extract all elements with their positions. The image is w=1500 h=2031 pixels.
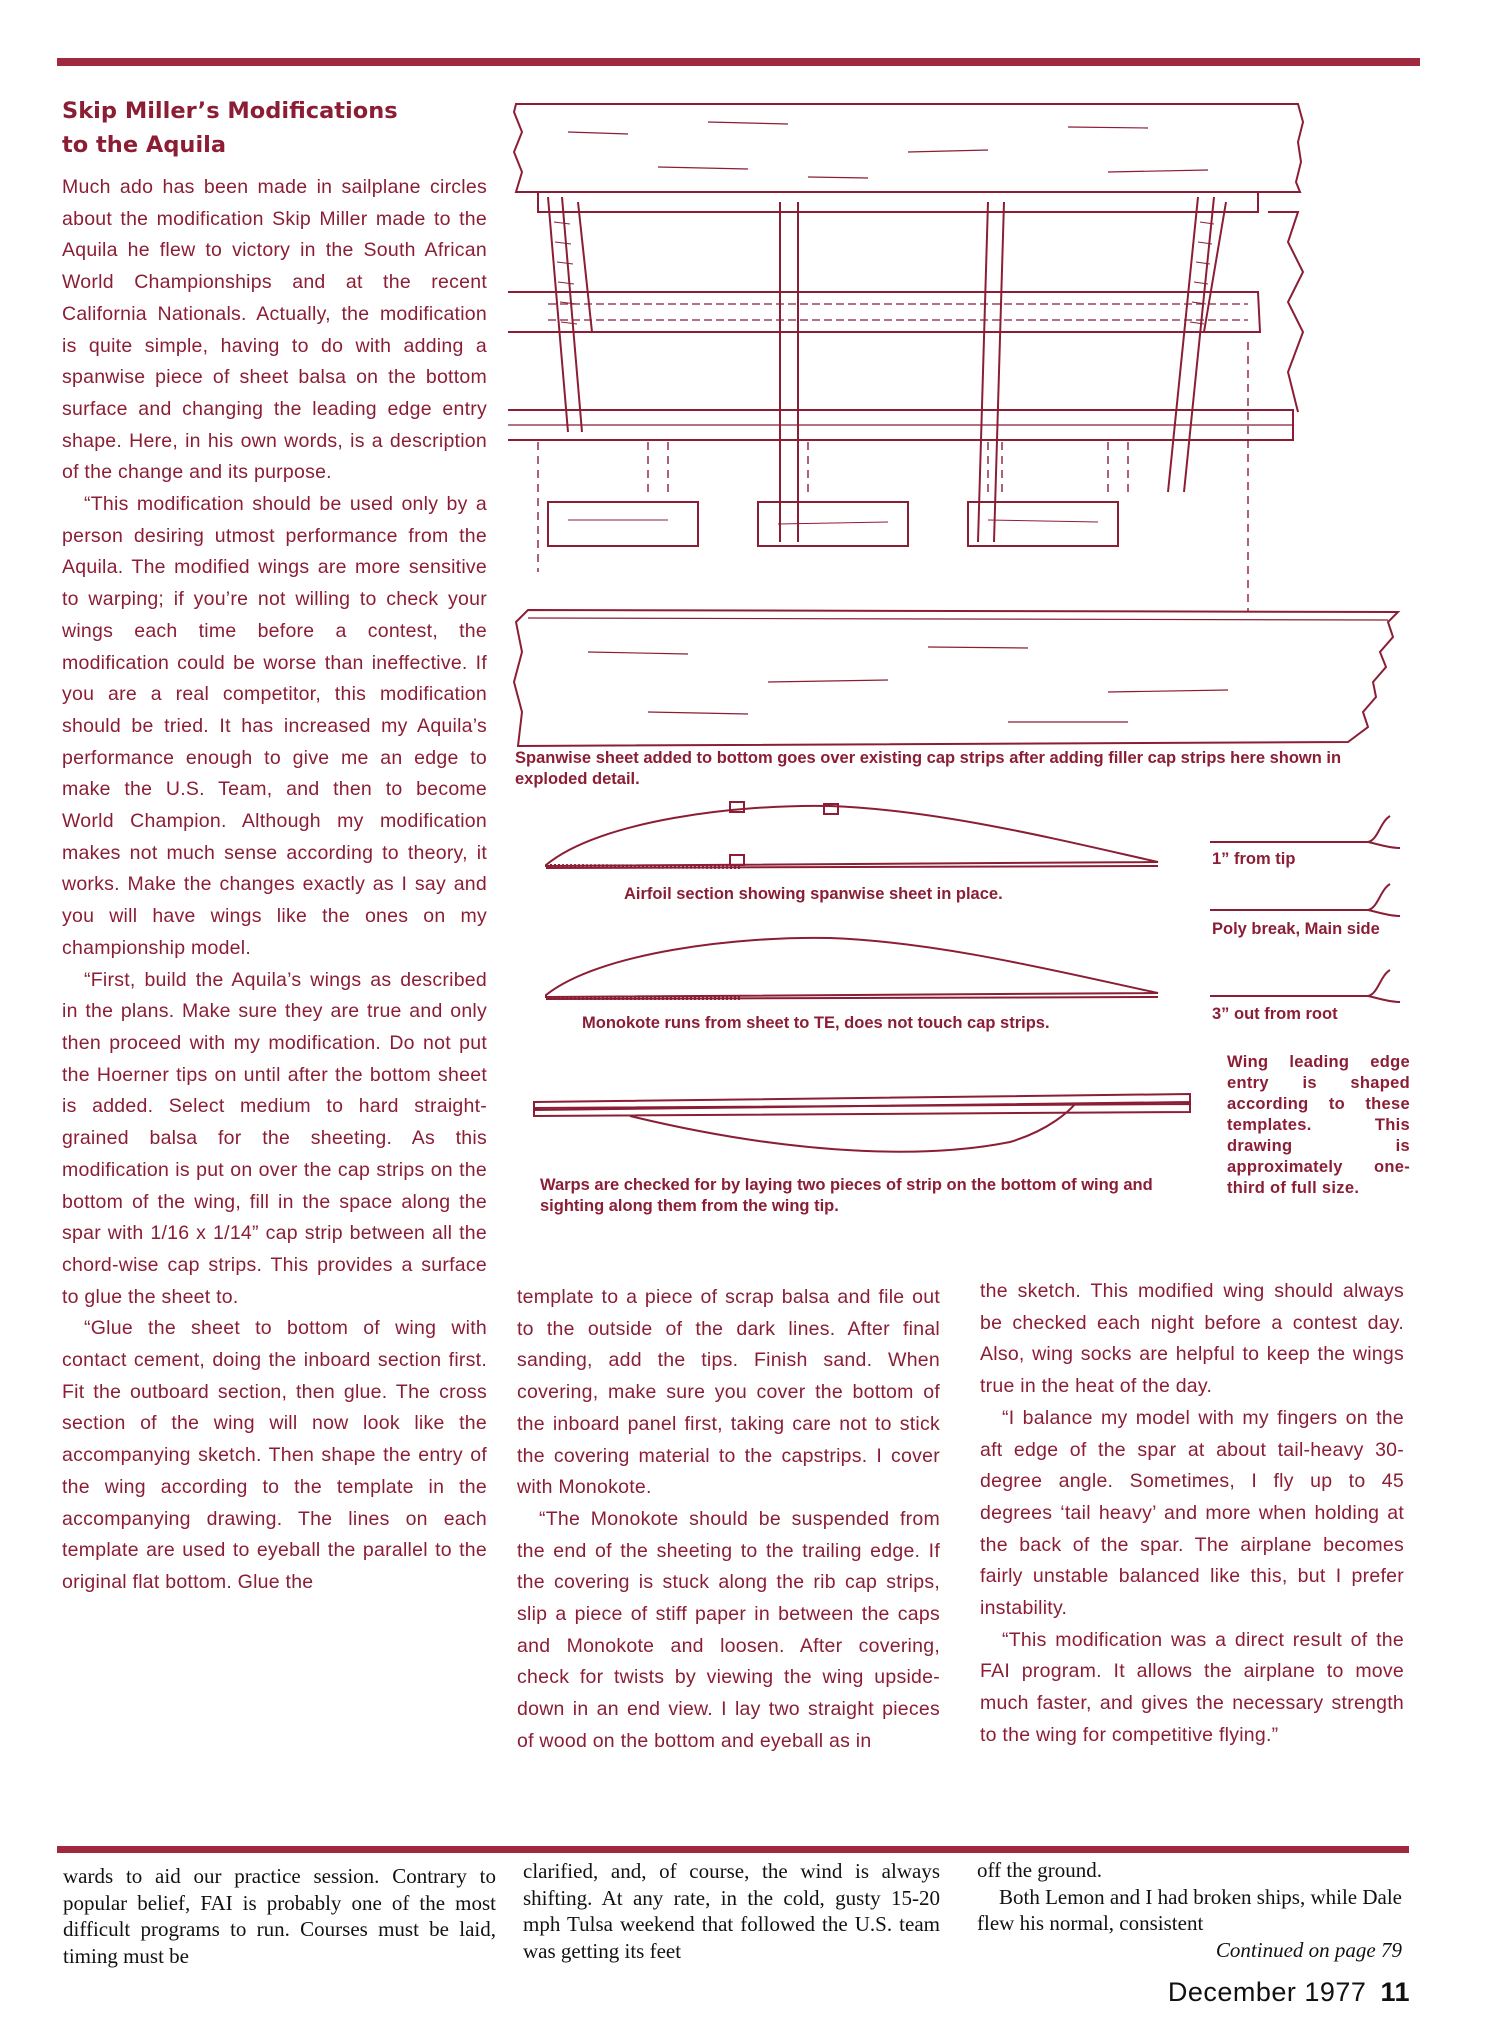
exploded-wing-drawing <box>508 92 1408 772</box>
sidebar-paragraph: template to a piece of scrap balsa and file out to the outside of the dark lines. After final sanding, add the tips. Finish sand. When covering, make sure you cover the bottom of the inboard panel first, taking care not to stick the covering material to the capstrips. I cover with Monokote. <box>517 1286 940 1499</box>
sidebar-bottom-rule <box>57 1846 1409 1853</box>
sidebar-paragraph: “The Monokote should be suspended from the end of the sheeting to the trailing edge. If the covering is stuck along the rib cap strips, slip a piece of stiff paper in between the caps and Monokote and loosen. After covering, check for twists by viewing the wing upside-down in an end view. I lay two straight pieces of wood on the bottom and eyeball as in <box>517 1507 940 1752</box>
template-root-label: 3” out from root <box>1212 1005 1338 1023</box>
sidebar-column-1 <box>62 172 487 1599</box>
airfoil-section-figure <box>540 800 1170 875</box>
sidebar-column-3 <box>980 1276 1404 1752</box>
caption-monokote: Monokote runs from sheet to TE, does not touch cap strips. <box>582 1014 1050 1032</box>
top-rule-end <box>1392 58 1420 66</box>
caption-wing-entry: Wing leading edge entry is shaped according to these templates. This drawing is approximately one-third of full size. <box>1227 1053 1410 1197</box>
continued-on-link[interactable]: Continued on page 79 <box>1215 1937 1402 1962</box>
article-column-1 <box>63 1863 496 1969</box>
sidebar-paragraph: “I balance my model with my fingers on the aft edge of the spar at about tail-heavy 30-degree angle. Sometimes, I fly up to 45 degrees ‘tail heavy’ and more when holding at the back of the spar. The airplane becomes fairly unstable balanced like this, but I prefer instability. <box>980 1406 1404 1620</box>
page-number: 11 <box>1380 1977 1410 2007</box>
article-paragraph: clarified, and, of course, the wind is always shifting. At any rate, in the cold, gusty 15-20 mph Tulsa weekend that followed the U.S. team was getting its feet <box>523 1859 940 1963</box>
issue-date: December 1977 <box>1167 1977 1367 2007</box>
sidebar-paragraph: “Glue the sheet to bottom of wing with contact cement, doing the inboard section first. Fit the outboard section, then glue. The cross section of the wing will now look like the accompanying sketch. Then shape the entry of the wing according to the template in the accompanying drawing. The lines on each template are used to eyeball the parallel to the original flat bottom. Glue the <box>62 1317 487 1593</box>
article-column-3 <box>977 1857 1402 1963</box>
sidebar-title-line2: to the Aquila <box>62 132 227 158</box>
template-tip-label: 1” from tip <box>1212 850 1296 868</box>
sidebar-paragraph: “This modification should be used only by a person desiring utmost performance from the Aquila. The modified wings are more sensitive to warping; if you’re not willing to check your wings each time before a contest, the modification could be worse than ineffective. If you are a real competitor, this modification should be tried. It has increased my Aquila’s performance enough to give me an edge to make the U.S. Team, and then to become World Champion. Although my modification makes not much sense according to theory, it works. Make the changes exactly as I say and you will have wings like the ones on my championship model. <box>62 493 487 959</box>
sidebar-paragraph: the sketch. This modified wing should always be checked each night before a contest day. Also, wing socks are helpful to keep the wings true in the heat of the day. <box>980 1280 1404 1398</box>
caption-exploded: Spanwise sheet added to bottom goes over existing cap strips after adding filler cap strips here shown in exploded detail. <box>515 749 1342 788</box>
template-poly-figure <box>1208 880 1408 920</box>
template-root-figure <box>1208 966 1408 1006</box>
template-poly-label: Poly break, Main side <box>1212 920 1380 938</box>
top-rule <box>57 58 1420 66</box>
caption-airfoil: Airfoil section showing spanwise sheet in place. <box>624 885 1003 903</box>
caption-warps: Warps are checked for by laying two pieces of strip on the bottom of wing and sighting along them from the wing tip. <box>540 1176 1153 1215</box>
sidebar-title <box>62 94 482 162</box>
monokote-airfoil-figure <box>540 930 1170 1005</box>
sidebar-paragraph: “First, build the Aquila’s wings as described in the plans. Make sure they are true and only then proceed with my modification. Do not put the Hoerner tips on until after the bottom sheet is added. Select medium to hard straight-grained balsa for the sheeting. As this modification is put on over the cap strips on the bottom of the wing, fill in the space along the spar with 1/16 x 1/14” cap strip between all the chord-wise cap strips. This provides a surface to glue the sheet to. <box>62 968 487 1308</box>
sidebar-column-2 <box>517 1282 940 1758</box>
article-paragraph: Both Lemon and I had broken ships, while Dale flew his normal, consistent <box>977 1884 1402 1935</box>
warp-check-figure <box>530 1090 1200 1170</box>
article-paragraph: off the ground. <box>977 1858 1103 1882</box>
page-folio <box>1130 1977 1410 2008</box>
article-column-2 <box>523 1858 940 1964</box>
sidebar-title-line1: Skip Miller’s Modifications <box>62 98 398 124</box>
sidebar-paragraph: Much ado has been made in sailplane circles about the modification Skip Miller made to the Aquila he flew to victory in the South African World Championships and at the recent California Nationals. Actually, the modification is quite simple, having to do with adding a spanwise piece of sheet balsa on the bottom surface and changing the leading edge entry shape. Here, in his own words, is a description of the change and its purpose. <box>62 176 487 484</box>
sidebar-paragraph: “This modification was a direct result of the FAI program. It allows the airplane to move much faster, and gives the necessary strength to the wing for competitive flying.” <box>980 1628 1404 1746</box>
template-tip-figure <box>1208 812 1408 852</box>
article-paragraph: wards to aid our practice session. Contrary to popular belief, FAI is probably one of the most difficult programs to run. Courses must be laid, timing must be <box>63 1864 496 1968</box>
